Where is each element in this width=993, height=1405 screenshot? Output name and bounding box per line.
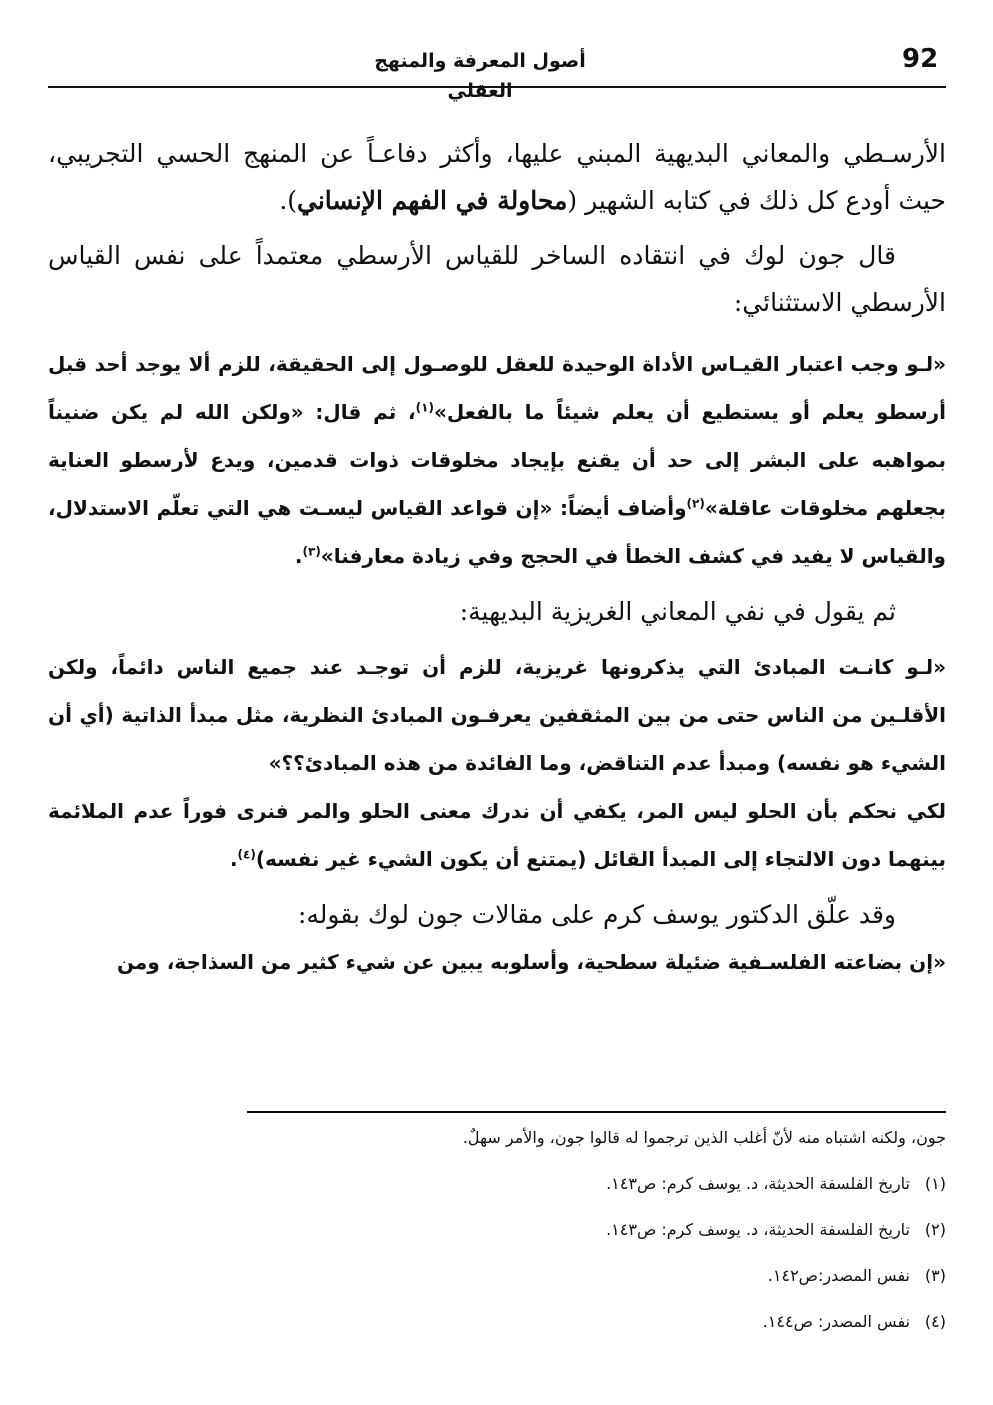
quote-2: «لـو كانـت المبادئ التي يذكرونها غريزية، للزم أن توجـد عند جميع الناس دائماً، ولكن الأقلـين من الناس حتى من بين المثقفين يعرفـون المبادئ النظرية، مثل مبدأ الذاتية (أي أن الشيء هو نفسه) ومبدأ عدم التناقض، وما الفائدة من هذه المبادئ؟؟» — [48, 655, 946, 775]
footnote-1 — [247, 1168, 946, 1214]
page-number: 92 — [902, 44, 939, 74]
footnote-2-text: تاريخ الفلسفة الحديثة، د. يوسف كرم: ص١٤٣. — [606, 1220, 910, 1239]
footnote-2 — [247, 1214, 946, 1260]
quote-1 — [48, 340, 946, 580]
paragraph-3: ثم يقول في نفي المعاني الغريزية البديهية: — [459, 597, 896, 626]
quote-3-end: . — [229, 847, 238, 871]
footnote-4 — [247, 1306, 946, 1352]
quote-1-part-b: ، ثم قال: «ولكن الله لم يكن ضنيناً بمواهبه على البشر إلى حد أن يقنع بإيجاد مخلوقات ذوات قدمين، ويدع لأرسطو العناية بجعلهم مخلوقات عاقلة» — [48, 400, 946, 520]
footnote-1-number: (١) — [924, 1174, 946, 1193]
footnote-3-text: نفس المصدر:ص١٤٢. — [767, 1266, 910, 1285]
footnote-4-number: (٤) — [924, 1312, 946, 1331]
main-text — [48, 130, 946, 986]
quote-3 — [48, 787, 946, 883]
footnote-ref-3[interactable]: (٣) — [302, 544, 321, 559]
footnote-1-text: تاريخ الفلسفة الحديثة، د. يوسف كرم: ص١٤٣. — [606, 1174, 910, 1193]
footnote-continuation: جون، ولكنه اشتباه منه لأنّ أغلب الذين ترجموا له قالوا جون، والأمر سهلٌ. — [462, 1128, 946, 1147]
footnote-ref-4[interactable]: (٤) — [237, 847, 256, 862]
footnote-rule — [247, 1111, 946, 1113]
paragraph-2: قال جون لوك في انتقاده الساخر للقياس الأرسطي معتمداً على نفس القياس الأرسطي الاستثنائي: — [48, 241, 946, 317]
footnote-ref-1[interactable]: (١) — [415, 400, 434, 415]
paragraph-1 — [48, 130, 946, 224]
paragraph-1-text: الأرسـطي والمعاني البديهية المبني عليها، وأكثر دفاعـاً عن المنهج الحسي التجريبي، حيث أودع كل ذلك في كتابه الشهير ( — [48, 139, 946, 215]
footnote-3 — [247, 1260, 946, 1306]
header-rule — [48, 86, 946, 88]
paragraph-1-end: ). — [279, 186, 298, 215]
footnote-2-number: (٢) — [924, 1220, 946, 1239]
quote-1-end: . — [294, 544, 303, 568]
footnote-3-number: (٣) — [924, 1266, 946, 1285]
quote-3-text: لكي نحكم بأن الحلو ليس المر، يكفي أن ندرك معنى الحلو والمر فنرى فوراً عدم الملائمة بينهما دون الالتجاء إلى المبدأ القائل (يمتنع أن يكون الشيء غير نفسه) — [48, 799, 946, 871]
paragraph-4: وقد علّق الدكتور يوسف كرم على مقالات جون لوك بقوله: — [297, 900, 896, 929]
footnote-4-text: نفس المصدر: ص١٤٤. — [762, 1312, 910, 1331]
footnote-ref-2[interactable]: (٢) — [686, 496, 705, 511]
book-title: محاولة في الفهم الإنساني — [297, 186, 568, 215]
running-title: أصول المعرفة والمنهج العقلي — [374, 50, 586, 102]
quote-4: «إن بضاعته الفلسـفية ضئيلة سطحية، وأسلوبه يبين عن شيء كثير من السذاجة، ومن — [116, 950, 946, 974]
footnotes — [247, 1122, 946, 1352]
quote-1-part-a: «لـو وجب اعتبار القيـاس الأداة الوحيدة للعقل للوصـول إلى الحقيقة، للزم ألا يوجد أحد قبل أرسطو يعلم أو يستطيع أن يعلم شيئاً ما بالفعل» — [48, 352, 947, 424]
quote-1-part-c: وأضاف أيضاً: «إن قواعد القياس ليسـت هي التي تعلّم الاستدلال، والقياس لا يفيد في كشف الخطأ في الحجج وفي زيادة معارفنا» — [48, 496, 946, 568]
